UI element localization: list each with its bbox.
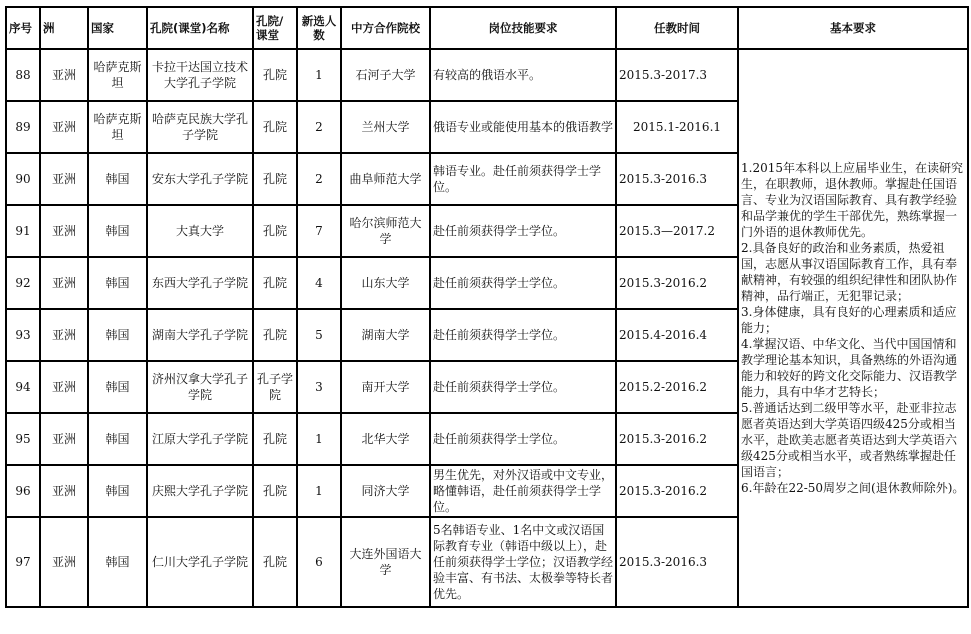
- cell-continent: 亚洲: [40, 413, 88, 465]
- cell-partner: 北华大学: [341, 413, 430, 465]
- cell-institute-name: 哈萨克民族大学孔子学院: [147, 101, 253, 153]
- cell-country: 韩国: [88, 309, 147, 361]
- cell-skills: 赴任前须获得学士学位。: [430, 413, 616, 465]
- cell-continent: 亚洲: [40, 309, 88, 361]
- cell-seq: 91: [6, 205, 40, 257]
- cell-count: 4: [297, 257, 341, 309]
- basic-req-1: 1.2015年本科以上应届毕业生，在读研究生，在职教师，退休教师。掌握赴任国语言、专业为汉语国际教育、具有教学经验和品学兼优的学生干部优先，熟练掌握一门外语的退休教师优先。: [741, 161, 963, 239]
- cell-type: 孔院: [253, 101, 297, 153]
- cell-type: 孔院: [253, 465, 297, 517]
- cell-period: 2015.3—2017.2: [616, 205, 738, 257]
- cell-continent: 亚洲: [40, 257, 88, 309]
- header-partner: 中方合作院校: [341, 7, 430, 49]
- cell-seq: 89: [6, 101, 40, 153]
- cell-count: 1: [297, 465, 341, 517]
- cell-continent: 亚洲: [40, 361, 88, 413]
- basic-req-3: 3.身体健康，具有良好的心理素质和适应能力；: [741, 305, 957, 335]
- cell-type: 孔院: [253, 153, 297, 205]
- cell-type: 孔院: [253, 257, 297, 309]
- header-continent: 洲: [40, 7, 88, 49]
- cell-period: 2015.2-2016.2: [616, 361, 738, 413]
- cell-seq: 96: [6, 465, 40, 517]
- header-country: 国家: [88, 7, 147, 49]
- cell-count: 2: [297, 153, 341, 205]
- cell-count: 7: [297, 205, 341, 257]
- basic-req-6: 6.年龄在22-50周岁之间(退休教师除外)。: [741, 481, 965, 495]
- cell-partner: 同济大学: [341, 465, 430, 517]
- cell-continent: 亚洲: [40, 205, 88, 257]
- cell-institute-name: 仁川大学孔子学院: [147, 517, 253, 607]
- header-period: 任教时间: [616, 7, 738, 49]
- cell-period: 2015.3-2017.3: [616, 49, 738, 101]
- cell-country: 韩国: [88, 465, 147, 517]
- cell-partner: 山东大学: [341, 257, 430, 309]
- cell-type: 孔院: [253, 413, 297, 465]
- cell-seq: 90: [6, 153, 40, 205]
- basic-req-5: 5.普通话达到二级甲等水平，赴亚非拉志愿者英语达到大学英语四级425分或相当水平，赴欧美志愿者英语达到大学英语六级425分或相当水平，或者熟练掌握赴任国语言；: [741, 401, 958, 479]
- cell-period: 2015.4-2016.4: [616, 309, 738, 361]
- cell-skills: 有较高的俄语水平。: [430, 49, 616, 101]
- cell-period: 2015.3-2016.3: [616, 153, 738, 205]
- cell-institute-name: 大真大学: [147, 205, 253, 257]
- basic-requirements-cell: [738, 49, 968, 607]
- cell-count: 2: [297, 101, 341, 153]
- cell-period: 2015.1-2016.1: [616, 101, 738, 153]
- cell-period: 2015.3-2016.2: [616, 465, 738, 517]
- basic-req-2: 2.具备良好的政治和业务素质，热爱祖国，志愿从事汉语国际教育工作，具有奉献精神，有较强的组织纪律性和团队协作精神，品行端正，无犯罪记录；: [741, 241, 958, 303]
- cell-partner: 南开大学: [341, 361, 430, 413]
- cell-continent: 亚洲: [40, 49, 88, 101]
- cell-skills: 俄语专业或能使用基本的俄语教学: [430, 101, 616, 153]
- cell-skills: 男生优先，对外汉语或中文专业，略懂韩语，赴任前须获得学士学位。: [430, 465, 616, 517]
- cell-continent: 亚洲: [40, 153, 88, 205]
- header-type: 孔院/课堂: [253, 7, 297, 49]
- cell-institute-name: 湖南大学孔子学院: [147, 309, 253, 361]
- volunteer-positions-table: [5, 6, 969, 608]
- cell-count: 3: [297, 361, 341, 413]
- cell-partner: 兰州大学: [341, 101, 430, 153]
- cell-seq: 94: [6, 361, 40, 413]
- cell-country: 哈萨克斯坦: [88, 49, 147, 101]
- cell-type: 孔院: [253, 309, 297, 361]
- cell-seq: 92: [6, 257, 40, 309]
- cell-country: 韩国: [88, 257, 147, 309]
- cell-type: 孔子学院: [253, 361, 297, 413]
- cell-country: 韩国: [88, 413, 147, 465]
- cell-continent: 亚洲: [40, 465, 88, 517]
- header-skills: 岗位技能要求: [430, 7, 616, 49]
- cell-partner: 湖南大学: [341, 309, 430, 361]
- cell-country: 韩国: [88, 153, 147, 205]
- basic-req-4: 4.掌握汉语、中华文化、当代中国国情和教学理论基本知识，具备熟练的外语沟通能力和较好的跨文化交际能力、汉语教学能力，具有中华才艺特长；: [741, 337, 958, 399]
- cell-country: 韩国: [88, 205, 147, 257]
- cell-partner: 石河子大学: [341, 49, 430, 101]
- cell-skills: 赴任前须获得学士学位。: [430, 205, 616, 257]
- cell-seq: 95: [6, 413, 40, 465]
- cell-institute-name: 安东大学孔子学院: [147, 153, 253, 205]
- cell-country: 韩国: [88, 361, 147, 413]
- cell-type: 孔院: [253, 49, 297, 101]
- cell-period: 2015.3-2016.2: [616, 413, 738, 465]
- cell-period: 2015.3-2016.2: [616, 257, 738, 309]
- cell-skills: 赴任前须获得学士学位。: [430, 361, 616, 413]
- header-seq: 序号: [6, 7, 40, 49]
- cell-skills: 5名韩语专业、1名中文或汉语国际教育专业（韩语中级以上），赴任前须获得学士学位；汉语教学经验丰富、有书法、太极拳等特长者优先。: [430, 517, 616, 607]
- cell-institute-name: 卡拉干达国立技术大学孔子学院: [147, 49, 253, 101]
- cell-partner: 曲阜师范大学: [341, 153, 430, 205]
- cell-seq: 93: [6, 309, 40, 361]
- cell-institute-name: 庆熙大学孔子学院: [147, 465, 253, 517]
- cell-type: 孔院: [253, 517, 297, 607]
- table-row: [6, 49, 968, 101]
- cell-continent: 亚洲: [40, 101, 88, 153]
- header-row: [6, 7, 968, 49]
- cell-count: 1: [297, 413, 341, 465]
- cell-count: 5: [297, 309, 341, 361]
- cell-count: 1: [297, 49, 341, 101]
- cell-type: 孔院: [253, 205, 297, 257]
- cell-partner: 哈尔滨师范大学: [341, 205, 430, 257]
- cell-institute-name: 江原大学孔子学院: [147, 413, 253, 465]
- cell-skills: 韩语专业。赴任前须获得学士学位。: [430, 153, 616, 205]
- cell-seq: 88: [6, 49, 40, 101]
- cell-seq: 97: [6, 517, 40, 607]
- cell-country: 哈萨克斯坦: [88, 101, 147, 153]
- header-basic: 基本要求: [738, 7, 968, 49]
- cell-count: 6: [297, 517, 341, 607]
- cell-continent: 亚洲: [40, 517, 88, 607]
- cell-skills: 赴任前须获得学士学位。: [430, 309, 616, 361]
- cell-skills: 赴任前须获得学士学位。: [430, 257, 616, 309]
- cell-period: 2015.3-2016.3: [616, 517, 738, 607]
- cell-country: 韩国: [88, 517, 147, 607]
- cell-partner: 大连外国语大学: [341, 517, 430, 607]
- cell-institute-name: 济州汉拿大学孔子学院: [147, 361, 253, 413]
- header-institute-name: 孔院(课堂)名称: [147, 7, 253, 49]
- cell-institute-name: 东西大学孔子学院: [147, 257, 253, 309]
- header-new-count: 新选人数: [297, 7, 341, 49]
